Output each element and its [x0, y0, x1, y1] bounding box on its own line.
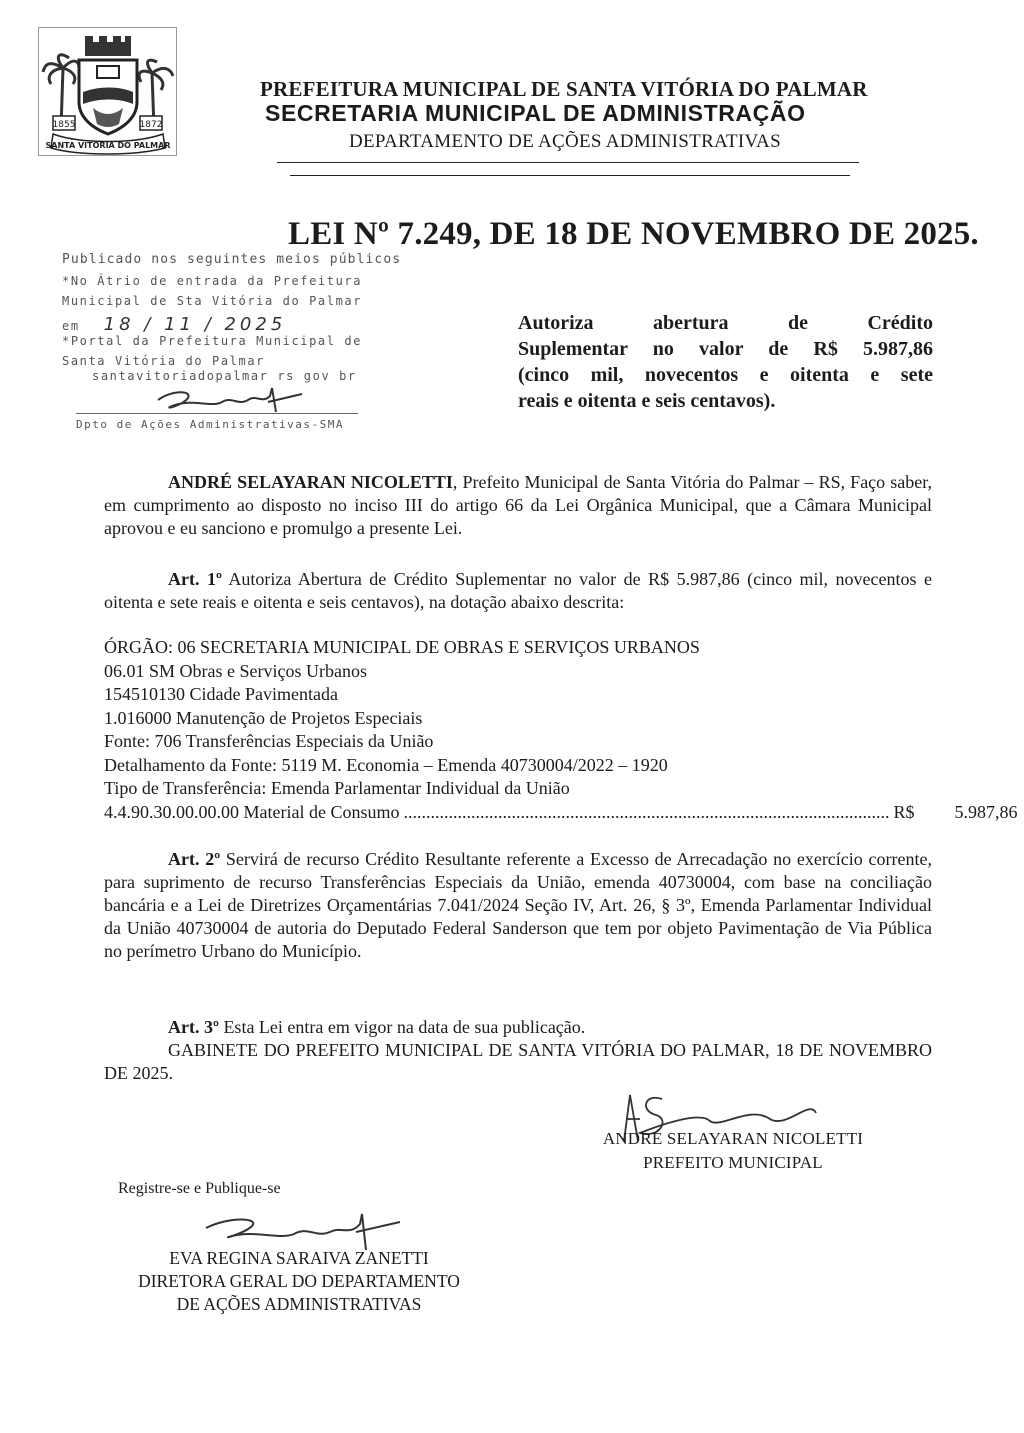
director-role: DIRETORA GERAL DO DEPARTAMENTO — [138, 1271, 460, 1291]
article-2-label: Art. 2º — [168, 849, 221, 869]
ementa-line: reais e oitenta e seis centavos). — [518, 390, 776, 412]
municipal-crest — [38, 27, 177, 156]
article-2 — [104, 848, 932, 963]
stamp-signature-icon — [152, 386, 322, 416]
law-title: LEI Nº 7.249, DE 18 DE NOVEMBRO DE 2025. — [288, 216, 979, 252]
stamp-signature-line — [76, 413, 358, 414]
crest-banner-text: SANTA VITÓRIA DO PALMAR — [45, 141, 171, 150]
header-divider — [277, 162, 859, 163]
stamp-handwritten-date: 18 / 11 / 2025 — [103, 314, 287, 335]
header-prefeitura: PREFEITURA MUNICIPAL DE SANTA VITÓRIA DO PALMAR — [260, 77, 868, 101]
stamp-line: *Portal da Prefeitura Municipal de — [62, 334, 363, 348]
stamp-line: santavitoriadopalmar rs gov br — [92, 369, 357, 383]
coat-of-arms-icon — [39, 28, 176, 155]
allocation-item-currency: R$ — [893, 801, 915, 822]
stamp-line: Publicado nos seguintes meios públicos — [62, 252, 402, 267]
allocation-line: Detalhamento da Fonte: 5119 M. Economia – Emenda 40730004/2022 – 1920 — [104, 754, 668, 775]
allocation-line: Tipo de Transferência: Emenda Parlamentar Individual da União — [104, 778, 570, 798]
article-3-label: Art. 3º — [168, 1017, 219, 1037]
header-secretaria: SECRETARIA MUNICIPAL DE ADMINISTRAÇÃO — [265, 100, 806, 126]
stamp-date-line — [62, 314, 286, 335]
stamp-line: Municipal de Sta Vitória do Palmar — [62, 294, 363, 308]
article-1-label: Art. 1º — [168, 569, 222, 589]
ementa-line: (cinco mil, novecentos e oitenta e sete — [518, 364, 933, 386]
director-name: EVA REGINA SARAIVA ZANETTI — [169, 1248, 429, 1268]
article-3-text: Esta Lei entra em vigor na data de sua publicação. — [218, 1017, 586, 1037]
allocation-line: Fonte: 706 Transferências Especiais da União — [104, 731, 434, 751]
crest-year-left: 1855 — [52, 120, 76, 130]
crest-year-right: 1872 — [139, 120, 163, 130]
ementa-line: Suplementar no valor de R$ 5.987,86 — [518, 338, 933, 360]
stamp-date-prefix: em — [62, 319, 80, 333]
mayor-name-intro: ANDRÉ SELAYARAN NICOLETTI — [168, 472, 453, 492]
article-1 — [104, 568, 932, 614]
allocation-item-leader: ............................................................................................................ — [403, 801, 890, 822]
gabinete-closing: GABINETE DO PREFEITO MUNICIPAL DE SANTA VITÓRIA DO PALMAR, 18 DE NOVEMBRO DE 2025. — [104, 1040, 932, 1083]
allocation-line: 06.01 SM Obras e Serviços Urbanos — [104, 660, 367, 681]
allocation-item-row — [104, 801, 1018, 825]
stamp-footer: Dpto de Ações Administrativas-SMA — [76, 418, 345, 431]
law-ementa — [518, 310, 933, 414]
allocation-item-value: 5.987,86 — [954, 801, 1018, 822]
budget-allocation — [104, 636, 1018, 824]
mayor-signature-block — [588, 1127, 878, 1175]
intro-text: , Prefeito Municipal de Santa Vitória do Palmar – RS, Faço saber, em cumprimento ao disposto no inciso III do artigo 66 da Lei Orgânica Municipal, que a Câmara Municipal aprovou e eu sanciono e promulgo a presente Lei. — [104, 472, 932, 538]
header-departamento: DEPARTAMENTO DE AÇÕES ADMINISTRATIVAS — [349, 131, 781, 152]
registre-publique-note: Registre-se e Publique-se — [118, 1180, 281, 1197]
intro-paragraph — [104, 471, 932, 540]
article-3 — [104, 1016, 932, 1039]
stamp-line: Santa Vitória do Palmar — [62, 354, 265, 368]
allocation-line: 1.016000 Manutenção de Projetos Especiais — [104, 707, 423, 728]
mayor-name: ANDRÉ SELAYARAN NICOLETTI — [602, 1129, 864, 1148]
allocation-line: ÓRGÃO: 06 SECRETARIA MUNICIPAL DE OBRAS E SERVIÇOS URBANOS — [104, 637, 700, 657]
allocation-item-label: 4.4.90.30.00.00.00 Material de Consumo — [104, 801, 400, 822]
stamp-line: *No Átrio de entrada da Prefeitura — [62, 274, 363, 288]
article-1-text: Autoriza Abertura de Crédito Suplementar no valor de R$ 5.987,86 (cinco mil, novecentos e oitenta e sete reais e oitenta e seis centavos), na dotação abaixo descrita: — [104, 569, 932, 612]
mayor-role: PREFEITO MUNICIPAL — [643, 1153, 823, 1172]
director-signature-block — [104, 1247, 494, 1316]
article-2-text: Servirá de recurso Crédito Resultante referente a Excesso de Arrecadação no exercício corrente, para suprimento de recurso Transferências Especiais da União, emenda 40730004, com base na conciliação bancária e a Lei de Diretrizes Orçamentárias 7.041/2024 Seção IV, Art. 26, § 3º, Emenda Parlamentar Individual da União 40730004 de autoria do Deputado Federal Sanderson que tem por objeto Pavimentação de Via Pública no perímetro Urbano do Município. — [104, 849, 932, 961]
allocation-line: 154510130 Cidade Pavimentada — [104, 684, 338, 704]
publication-stamp — [62, 246, 402, 436]
header-divider — [290, 175, 850, 176]
ementa-line: Autoriza abertura de Crédito — [518, 312, 933, 334]
director-role: DE AÇÕES ADMINISTRATIVAS — [176, 1294, 422, 1314]
